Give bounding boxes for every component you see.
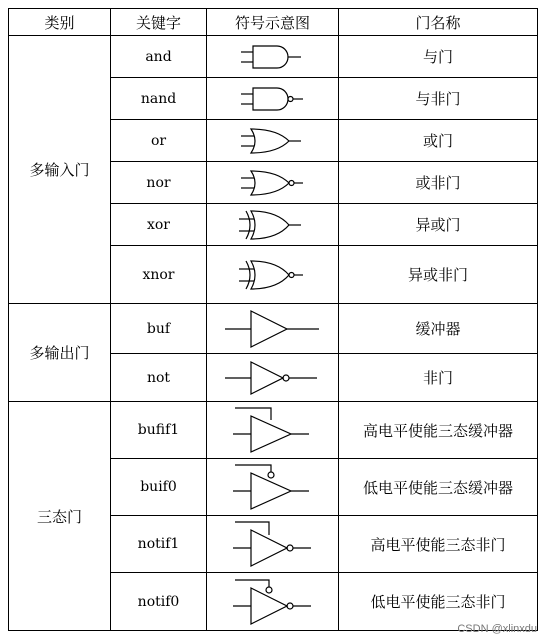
gate-name-cell: 异或门 [339, 204, 538, 246]
tristate-buffer-high-icon [225, 404, 321, 456]
symbol-cell [207, 573, 339, 631]
symbol-cell [207, 120, 339, 162]
keyword-cell: notif1 [111, 516, 207, 573]
tristate-inverter-high-icon [225, 518, 321, 570]
tristate-buffer-low-icon [225, 461, 321, 513]
gate-name-cell: 与门 [339, 36, 538, 78]
gate-name-cell: 高电平使能三态缓冲器 [339, 402, 538, 459]
symbol-cell [207, 36, 339, 78]
symbol-cell [207, 459, 339, 516]
gate-name-cell: 异或非门 [339, 246, 538, 304]
category-tristate: 三态门 [9, 402, 111, 631]
gate-name-cell: 与非门 [339, 78, 538, 120]
keyword-cell: notif0 [111, 573, 207, 631]
symbol-cell [207, 204, 339, 246]
keyword-cell: or [111, 120, 207, 162]
keyword-cell: buf [111, 304, 207, 354]
header-gate-name: 门名称 [339, 9, 538, 36]
watermark: CSDN @xlinxdu [457, 623, 537, 635]
category-multi-input: 多输入门 [9, 36, 111, 304]
keyword-cell: xor [111, 204, 207, 246]
symbol-cell [207, 78, 339, 120]
gate-name-cell: 非门 [339, 354, 538, 402]
keyword-cell: xnor [111, 246, 207, 304]
header-row [9, 9, 538, 36]
table-row [9, 304, 538, 354]
and-gate-icon [233, 40, 313, 74]
gate-name-cell: 或非门 [339, 162, 538, 204]
gate-name-cell: 缓冲器 [339, 304, 538, 354]
symbol-cell [207, 516, 339, 573]
gate-name-cell: 高电平使能三态非门 [339, 516, 538, 573]
symbol-cell [207, 402, 339, 459]
nand-gate-icon [233, 82, 313, 116]
inverter-icon [221, 358, 325, 398]
logic-gate-table [8, 8, 538, 631]
keyword-cell: nand [111, 78, 207, 120]
gate-name-cell: 低电平使能三态非门 [339, 573, 538, 631]
keyword-cell: buif0 [111, 459, 207, 516]
table-row [9, 402, 538, 459]
symbol-cell [207, 246, 339, 304]
xor-gate-icon [233, 207, 313, 243]
category-multi-output: 多输出门 [9, 304, 111, 402]
xnor-gate-icon [233, 257, 313, 293]
keyword-cell: bufif1 [111, 402, 207, 459]
keyword-cell: not [111, 354, 207, 402]
symbol-cell [207, 162, 339, 204]
buffer-icon [221, 307, 325, 351]
gate-name-cell: 或门 [339, 120, 538, 162]
symbol-cell [207, 354, 339, 402]
keyword-cell: nor [111, 162, 207, 204]
symbol-cell [207, 304, 339, 354]
header-symbol: 符号示意图 [207, 9, 339, 36]
table-row [9, 36, 538, 78]
nor-gate-icon [233, 166, 313, 200]
keyword-cell: and [111, 36, 207, 78]
header-category: 类别 [9, 9, 111, 36]
tristate-inverter-low-icon [225, 576, 321, 628]
gate-name-cell: 低电平使能三态缓冲器 [339, 459, 538, 516]
or-gate-icon [233, 124, 313, 158]
header-keyword: 关键字 [111, 9, 207, 36]
